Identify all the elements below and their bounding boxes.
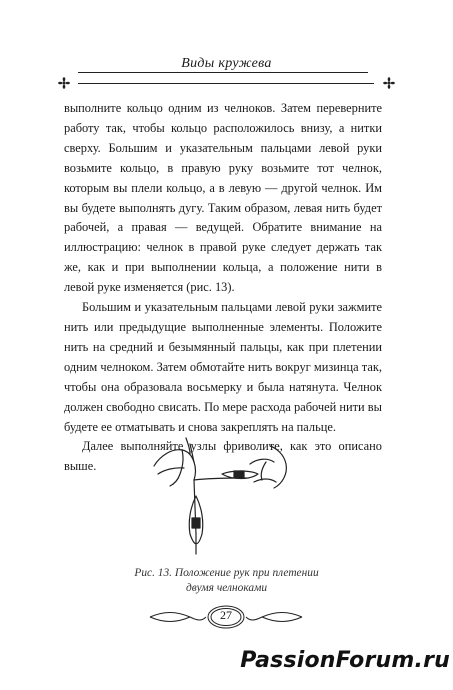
running-title: Виды кружева [181,56,272,71]
ornament-rule [78,83,374,84]
flower-ornament-icon [58,77,70,89]
paragraph: выполните кольцо одним из челноков. Затем переверните работу так, чтобы кольцо расположилось внизу, а нитки сверху. Большим и указательным пальцами левой руки возьмите кольцо, в правую руку возьмите тот челнок, которым вы плели кольцо, а в левую — другой челнок. Им вы будете выполнять дугу. Таким образом, левая нить будет рабочей, а правая — ведущей. Обратите внимание на иллюстрацию: челнок в правой руке следует держать так же, как и при выполнении кольца, а положение нити в левой руке изменяется (рис. 13). [64,101,382,295]
paragraph: Большим и указательным пальцами левой руки зажмите нить или предыдущие выполненные элементы. Положите нить на средний и безымянный пальцы, как при плетении одним челноком. Затем обмотайте нить вокруг мизинца так, чтобы она образовала восьмерку и была натянута. Челнок должен свободно свисать. По мере расхода рабочей нити вы будете ее отматывать и снова закреплять на пальце. [64,300,382,434]
site-watermark: PassionForum.ru [240,648,450,673]
caption-line: Рис. 13. Положение рук при плетении [134,567,319,579]
header-rule [78,72,368,73]
paragraph: Далее выполняйте узлы фриволите, как это описано выше. [64,439,382,474]
hands-with-shuttles-illustration [150,434,290,566]
body-text [64,99,382,477]
figure-caption [0,566,453,596]
flower-ornament-icon [383,77,395,89]
caption-line: двумя челноками [185,582,268,594]
page-number: 27 [220,608,232,622]
